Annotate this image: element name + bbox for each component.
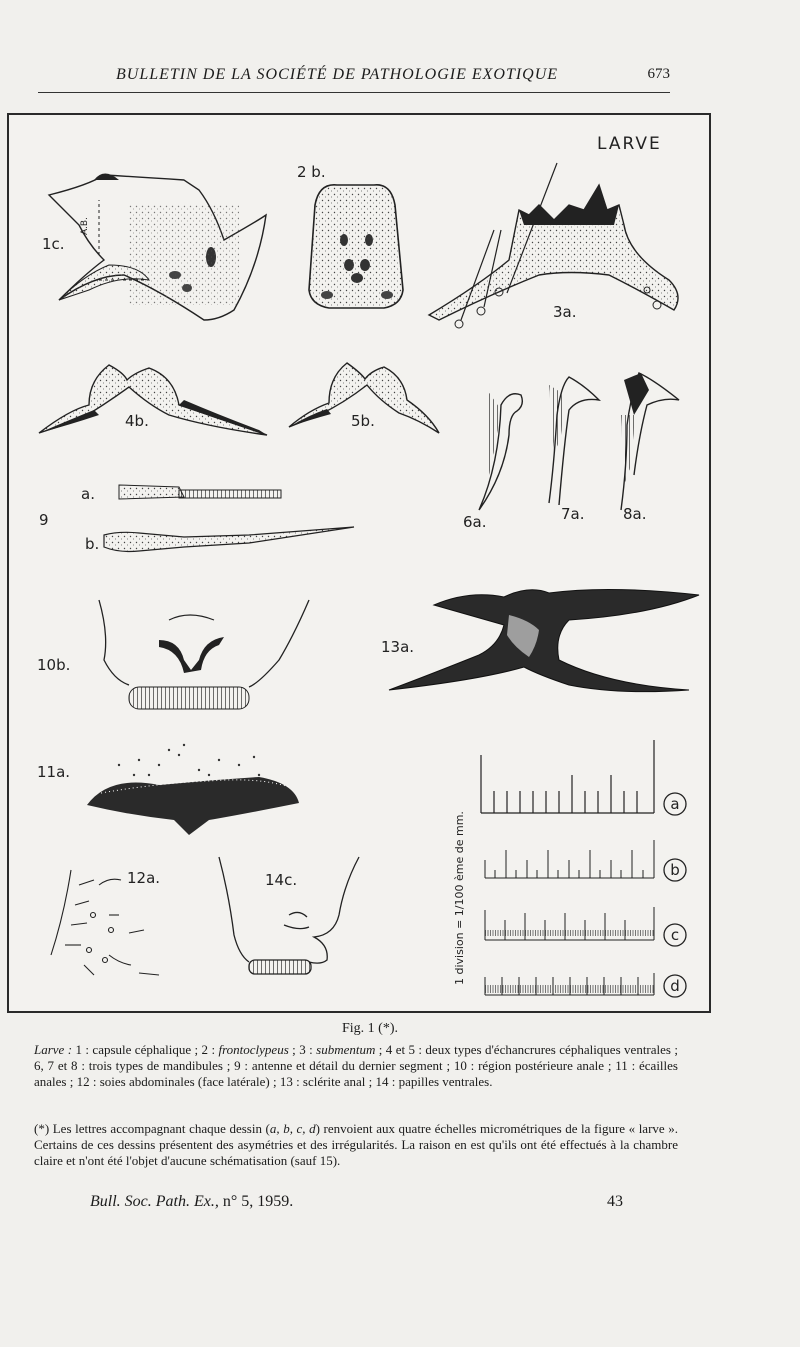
caption-text-3: ; 4 et 5 : deux types d'échancrures céphaliques ventrales ; 6, 7 et 8 : trois types de mandibules ; 9 : antenne et détail du dernier segment ; 10 : région postérieure anale ; 11 : écailles anales ; 12 : soies abdominales (face latérale) ; 13 : sclérite anal ; 14 : papilles ventrales.: [34, 1042, 678, 1089]
svg-text:a: a: [670, 795, 680, 813]
caption-term-submentum: submentum: [316, 1042, 376, 1057]
drawing-1c-cephalic-capsule: [49, 174, 266, 321]
page-number: 673: [647, 66, 670, 82]
figure-plate: [7, 113, 711, 1013]
caption-lead: Larve :: [34, 1042, 73, 1057]
drawing-10b-anal-region: [99, 600, 309, 709]
label-5b: 5b.: [351, 412, 375, 430]
scale-c: [485, 907, 654, 940]
figure-caption-title: Fig. 1 (*).: [342, 1021, 398, 1036]
running-title: BULLETIN DE LA SOCIÉTÉ DE PATHOLOGIE EXOTIQUE: [116, 66, 559, 83]
drawing-13a-anal-sclerite: [389, 589, 699, 691]
scale-caption: 1 division = 1/100 ème de mm.: [453, 811, 466, 985]
drawing-4b-ventral-notch: [39, 365, 267, 435]
larva-drawings: [9, 115, 709, 1011]
footer-issue: n° 5, 1959.: [218, 1193, 294, 1210]
label-7a: 7a.: [561, 505, 585, 523]
running-header: [38, 64, 670, 93]
label-13a: 13a.: [381, 638, 415, 656]
label-4b: 4b.: [125, 412, 149, 430]
svg-text:b: b: [670, 861, 680, 879]
scale-d: [485, 973, 654, 995]
drawing-7a-mandible: [549, 377, 599, 505]
label-11a: 11a.: [37, 763, 71, 781]
panel-title: LARVE: [597, 134, 662, 154]
drawing-9-antenna: [104, 485, 354, 552]
scale-a: [481, 740, 654, 813]
scale-letter-b: [664, 859, 686, 881]
footnote-text-2: ) renvoient aux quatre échelles micrométriques de la figure « larve ». Certains de ces dessins présentent des asymétries et des irrégularités. La raison en est qu'ils ont été effectués à la chambre claire et n'ont été l'objet d'aucune schématisation (sauf 15).: [34, 1121, 679, 1168]
scale-letter-a: [664, 793, 686, 815]
label-8a: 8a.: [623, 505, 647, 523]
label-3a: 3a.: [553, 303, 577, 321]
label-1c: 1c.: [42, 235, 65, 253]
drawing-2b-frontoclypeus: [309, 185, 403, 308]
drawing-8a-mandible: [621, 373, 679, 510]
caption-text-2: ; 3 :: [288, 1042, 317, 1057]
scale-b: [485, 840, 654, 878]
drawing-6a-mandible: [479, 390, 522, 510]
label-ab: A.B.: [80, 217, 90, 235]
caption-term-frontoclypeus: frontoclypeus: [218, 1042, 289, 1057]
caption-text-1: 1 : capsule céphalique ; 2 :: [72, 1042, 219, 1057]
label-9: 9: [39, 511, 49, 529]
label-6a: 6a.: [463, 513, 487, 531]
footer-number: 43: [607, 1193, 623, 1210]
footnote: [34, 1121, 678, 1169]
footnote-letters: a, b, c, d: [269, 1121, 316, 1136]
footnote-text-1: (*) Les lettres accompagnant chaque dessin (: [34, 1121, 270, 1136]
scale-letter-d: [664, 975, 686, 997]
label-2b: 2 b.: [297, 163, 326, 181]
footer-journal: Bull. Soc. Path. Ex.,: [90, 1193, 219, 1210]
svg-text:c: c: [670, 926, 680, 944]
label-12a: 12a.: [127, 869, 161, 887]
drawing-11a-anal-scales: [87, 744, 299, 835]
svg-text:d: d: [670, 977, 680, 995]
scale-letter-c: [664, 924, 686, 946]
figure-caption: [34, 1042, 678, 1090]
label-9a: a.: [81, 485, 95, 503]
label-9b: b.: [85, 535, 100, 553]
label-10b: 10b.: [37, 656, 71, 674]
footer-citation: [90, 1193, 293, 1211]
label-14c: 14c.: [265, 871, 298, 889]
